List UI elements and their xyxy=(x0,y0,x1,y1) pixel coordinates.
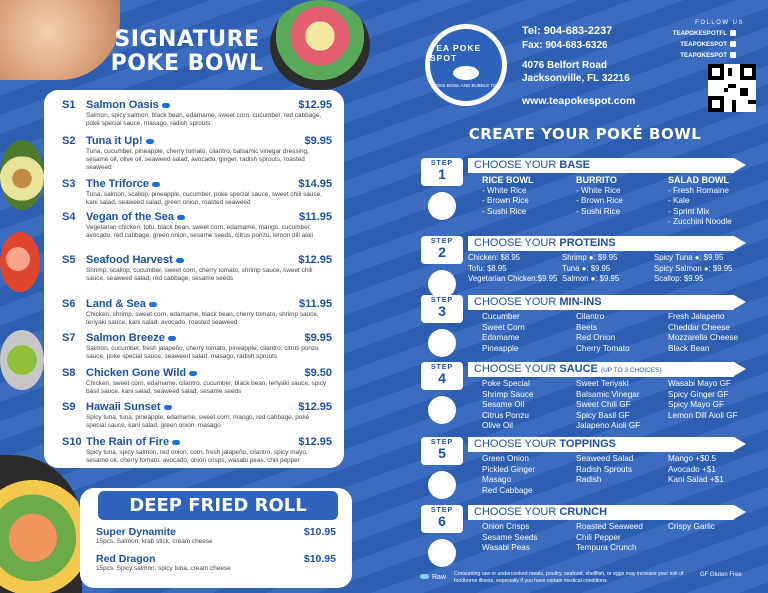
menu-item-price: $14.95 xyxy=(298,178,332,190)
option-item[interactable]: Jalapeno Aioli GF xyxy=(576,421,641,430)
menu-item xyxy=(62,254,332,283)
menu-item-description: Tuna, cucumber, pineapple, cherry tomato, cilantro, balsamic vinegar dressing, sesame oil, olive oil, seaweed salad, avocado, ginger, radish sprouts, roasted seaweed xyxy=(86,148,309,171)
option-item[interactable]: Red Onion xyxy=(576,333,616,342)
twitter-icon xyxy=(730,52,736,58)
option-item[interactable]: Citrus Ponzu xyxy=(482,410,529,420)
menu-item-code: S1 xyxy=(62,99,76,111)
tomato-image xyxy=(0,232,40,292)
menu-item-header xyxy=(62,178,332,191)
menu-item xyxy=(62,135,332,172)
step-badge xyxy=(421,295,463,323)
qr-code[interactable] xyxy=(708,64,756,112)
step-option-column xyxy=(668,379,738,421)
step-header-bar xyxy=(468,505,734,520)
option-item[interactable]: Spicy Mayo GF xyxy=(668,400,724,409)
step-option-column xyxy=(668,454,724,486)
raw-icon xyxy=(420,574,429,579)
option-item[interactable]: Kani Salad +$1 xyxy=(668,475,724,484)
option-item[interactable]: Crispy Garlic xyxy=(668,522,715,531)
rice-bowl-icon xyxy=(428,192,456,220)
step-number: 6 xyxy=(438,513,446,529)
option-item[interactable]: Wasabi Mayo GF xyxy=(668,379,731,388)
menu-item-description: Tuna, salmon, scallop, pineapple, cucumber, poke special sauce, sweet chili sauce, kani salad, seaweed salad, green onion, roasted seaweed xyxy=(86,191,322,206)
step-badge xyxy=(421,437,463,465)
step-number: 5 xyxy=(438,445,446,461)
option-item[interactable]: Chili Pepper xyxy=(576,532,621,542)
step-label: STEP xyxy=(430,364,454,371)
option-item[interactable]: - Fresh Romaine xyxy=(668,185,729,195)
step-option-column xyxy=(562,253,619,285)
facebook-handle: TEAPOKESPOTFL xyxy=(672,30,727,37)
raw-fish-icon xyxy=(164,405,172,410)
roll-header xyxy=(96,526,336,538)
avocado-image xyxy=(0,140,44,210)
step-badge xyxy=(421,236,463,264)
menu-item-description: Chicken, sweet corn, edamame, cilantro, cucumber, black bean, teriyaki sauce, spicy basil sauce, kani salad, seaweed salad, sesame seeds xyxy=(86,380,327,395)
fish-icon xyxy=(453,66,479,80)
social-twitter[interactable] xyxy=(660,52,736,59)
option-item[interactable]: - Brown Rice xyxy=(482,196,529,205)
option-item[interactable]: Shrimp ●: $9.95 xyxy=(562,253,618,262)
option-item[interactable]: Balsamic Vinegar xyxy=(576,389,640,399)
create-your-bowl-title: CREATE YOUR POKÉ BOWL xyxy=(468,125,702,143)
step-header-bar xyxy=(468,295,734,310)
menu-item-header xyxy=(62,211,332,224)
step-option-column xyxy=(468,253,557,285)
avocado-icon xyxy=(428,471,456,499)
step-header-prefix: CHOOSE YOUR xyxy=(474,237,557,249)
raw-fish-icon xyxy=(162,103,170,108)
fish-icon xyxy=(428,270,456,298)
step-option-column xyxy=(576,312,630,354)
menu-item-name xyxy=(86,332,304,344)
step-header-note: (UP TO 3 CHOICES) xyxy=(600,367,662,374)
raw-fish-icon xyxy=(189,371,197,376)
tea-poke-spot-logo xyxy=(425,24,507,106)
option-item[interactable]: - Brown Rice xyxy=(576,196,623,205)
raw-fish-icon xyxy=(177,215,185,220)
menu-item-name xyxy=(86,367,304,379)
menu-item xyxy=(62,298,332,327)
step-header-bar xyxy=(468,158,734,173)
phone-number: Tel: 904-683-2237 xyxy=(522,25,613,37)
menu-item-name xyxy=(86,254,298,266)
option-item[interactable]: Cheddar Cheese xyxy=(668,322,730,332)
raw-fish-icon xyxy=(149,302,157,307)
menu-item-code: S9 xyxy=(62,401,76,413)
menu-item-price: $9.95 xyxy=(304,135,332,147)
menu-item-code: S3 xyxy=(62,178,76,190)
option-item[interactable]: Tuna ●: $9.95 xyxy=(562,263,611,273)
step-label: STEP xyxy=(430,439,454,446)
roll-description: 15pcs. Spicy salmon, spicy tuna, cream cheese xyxy=(96,565,231,572)
menu-item-name xyxy=(86,401,298,413)
raw-label: Raw xyxy=(432,574,447,581)
menu-item-price: $9.50 xyxy=(304,367,332,379)
option-item[interactable]: Cherry Tomato xyxy=(576,343,630,353)
step-option-column xyxy=(482,312,525,354)
poke-bowl-top-image xyxy=(270,0,370,90)
menu-item-price: $11.95 xyxy=(298,298,332,310)
step-option-column xyxy=(576,379,640,432)
option-item[interactable]: Fresh Jalapeno xyxy=(668,312,725,321)
step-number: 4 xyxy=(438,370,446,386)
menu-item-code: S4 xyxy=(62,211,76,223)
menu-item-name-text: Salmon Breeze xyxy=(86,332,165,344)
menu-item-name-text: Chicken Gone Wild xyxy=(86,367,187,379)
option-item[interactable]: Masago xyxy=(482,475,512,484)
raw-fish-icon xyxy=(168,336,176,341)
option-item[interactable]: Pickled Ginger xyxy=(482,464,536,474)
step-header-bar xyxy=(468,437,734,452)
social-facebook[interactable] xyxy=(660,30,736,37)
menu-item-header xyxy=(62,436,332,449)
menu-item-name-text: The Rain of Fire xyxy=(86,436,170,448)
menu-item-code: S7 xyxy=(62,332,76,344)
raw-fish-icon xyxy=(152,182,160,187)
website-link[interactable]: www.teapokespot.com xyxy=(522,95,636,107)
title-line-1: SIGNATURE xyxy=(114,27,260,52)
step-header-prefix: CHOOSE YOUR xyxy=(474,363,557,375)
option-item[interactable]: Shrimp Sauce xyxy=(482,389,534,399)
option-item[interactable]: - White Rice xyxy=(482,185,527,195)
step-header-keyword: MIN-INS xyxy=(559,296,602,308)
menu-item-name-text: Tuna it Up! xyxy=(86,135,143,147)
option-item[interactable]: - Sprint Mix xyxy=(668,206,710,216)
address-line-2: Jacksonville, FL 32216 xyxy=(522,73,630,84)
option-item[interactable]: Lemon Dill Aioli GF xyxy=(668,410,738,420)
step-number: 3 xyxy=(438,303,446,319)
option-item[interactable]: - White Rice xyxy=(576,185,621,195)
menu-item-name-text: Salmon Oasis xyxy=(86,99,159,111)
option-item[interactable]: Seaweed Salad xyxy=(576,454,634,463)
step-badge xyxy=(421,362,463,390)
option-item[interactable]: Radish Sprouts xyxy=(576,464,632,474)
raw-fish-icon xyxy=(176,258,184,263)
logo-inner xyxy=(430,29,502,101)
menu-item-code: S5 xyxy=(62,254,76,266)
menu-item-header xyxy=(62,332,332,345)
address-line-1: 4076 Belfort Road xyxy=(522,60,608,71)
menu-item-header xyxy=(62,99,332,112)
option-item[interactable]: Spicy Tuna ●: $9.95 xyxy=(654,253,724,262)
step-label: STEP xyxy=(430,238,454,245)
option-item[interactable]: Spicy Salmon ●: $9.95 xyxy=(654,263,733,273)
option-item[interactable]: Mozzarella Cheese xyxy=(668,333,739,342)
option-item[interactable]: Olive Oil xyxy=(482,421,513,430)
option-item[interactable]: Sweet Corn xyxy=(482,322,525,332)
fax-number: Fax: 904-683-6326 xyxy=(522,40,608,51)
roll-header xyxy=(96,553,336,565)
step-badge xyxy=(421,505,463,533)
option-item[interactable]: Pineapple xyxy=(482,343,519,353)
option-item[interactable]: Sesame Seeds xyxy=(482,532,538,542)
menu-item xyxy=(62,436,332,465)
poke-bowl-bottom-image xyxy=(0,455,82,593)
option-item[interactable]: - Zucchini Noodle xyxy=(668,217,732,226)
option-column-header: SALAD BOWL xyxy=(668,175,729,185)
option-item[interactable]: Sweet Chili GF xyxy=(576,400,631,409)
step-option-column xyxy=(576,522,643,554)
menu-item-header xyxy=(62,401,332,414)
menu-item-price: $12.95 xyxy=(298,401,332,413)
menu-item-name-text: Land & Sea xyxy=(86,298,146,310)
menu-item-name-text: Hawaii Sunset xyxy=(86,401,161,413)
option-column-header: BURRITO xyxy=(576,175,617,185)
menu-item-name xyxy=(86,436,298,448)
option-item[interactable]: Sesame Oil xyxy=(482,400,525,409)
sauce-bottle-icon xyxy=(428,396,456,424)
consumption-warning: Consuming raw or undercooked meats, poultry, seafood, shellfish, or eggs may increase your risk of foodborne illness, especially if you have certain medical conditions. xyxy=(454,571,684,584)
menu-item-code: S8 xyxy=(62,367,76,379)
menu-item-price: $12.95 xyxy=(298,254,332,266)
logo-subtitle: POKE BOWL AND BUBBLE TEA xyxy=(432,82,500,88)
menu-item-name xyxy=(86,99,298,111)
menu-item-name-text: Seafood Harvest xyxy=(86,254,173,266)
cilantro-icon xyxy=(428,329,456,357)
option-item[interactable]: Roasted Seaweed xyxy=(576,522,643,531)
follow-us-label: FOLLOW US xyxy=(695,20,744,26)
menu-item xyxy=(62,332,332,361)
menu-item-description: Salmon, spicy salmon, black bean, edamame, sweet corn, cucumber, red cabbage, poké special sauce, masago, radish sprouts xyxy=(86,112,322,127)
step-badge xyxy=(421,158,463,186)
step-header-keyword: BASE xyxy=(559,159,590,171)
menu-item-header xyxy=(62,298,332,311)
step-option-column xyxy=(668,522,715,533)
option-item[interactable]: Cucumber xyxy=(482,312,520,321)
roll-price: $10.95 xyxy=(303,526,336,538)
step-header-keyword: PROTEINS xyxy=(559,237,616,249)
step-header-prefix: CHOOSE YOUR xyxy=(474,296,557,308)
signature-poke-bowl-title xyxy=(102,28,272,76)
raw-fish-icon xyxy=(172,440,180,445)
step-option-column xyxy=(482,175,534,217)
menu-item-name xyxy=(86,178,298,190)
step-option-column xyxy=(482,454,535,496)
twitter-handle: TEAPOKESPOT xyxy=(680,52,727,59)
menu-item-description: Spicy tuna, spicy salmon, red onion, corn, fresh jalapeño, cilantro, spicy mayo, sesame oil, cherry tomato, avocado, onion crisps, wasabi peas, chili pepper xyxy=(86,449,308,464)
step-option-column xyxy=(576,454,633,486)
menu-item-description: Spicy tuna, tuna, pineapple, edamame, sweet corn, mango, red cabbage, poké special sauce, kani salad, green onion, masago xyxy=(86,414,310,429)
edamame-image xyxy=(0,330,44,390)
menu-item-description: Chicken, shrimp, sweet corn, edamame, black bean, cherry tomato, shrimp sauce, teriyaki sauce, kani salad, avocado, roasted seaweed xyxy=(86,311,319,326)
menu-item-price: $12.95 xyxy=(298,99,332,111)
option-item[interactable]: Spicy Ginger GF xyxy=(668,389,729,399)
option-item[interactable]: Tempura Crunch xyxy=(576,543,637,552)
menu-item xyxy=(62,211,332,240)
roll-name: Red Dragon xyxy=(96,553,156,565)
option-item[interactable]: Red Cabbage xyxy=(482,485,533,495)
deep-fried-roll-title: DEEP FRIED ROLL xyxy=(98,491,338,520)
menu-item-header xyxy=(62,367,332,380)
option-item[interactable]: Salmon ●: $9.95 xyxy=(562,274,620,283)
step-header-prefix: CHOOSE YOUR xyxy=(474,506,557,518)
step-option-column xyxy=(668,312,738,354)
step-label: STEP xyxy=(430,160,454,167)
menu-item-code: S6 xyxy=(62,298,76,310)
step-option-column xyxy=(668,175,732,228)
option-item[interactable]: Mango +$0.5 xyxy=(668,454,717,463)
option-item[interactable]: - Sushi Rice xyxy=(576,206,621,216)
option-item[interactable]: Tofu: $8.95 xyxy=(468,263,507,273)
roll-name: Super Dynamite xyxy=(96,526,176,538)
step-header-keyword: SAUCE xyxy=(559,363,598,375)
menu-item-name xyxy=(86,135,304,147)
logo-text: TEA POKE SPOT xyxy=(430,42,482,63)
menu-item xyxy=(62,401,332,430)
roll-description: 15pcs. Salmon, krab stick, cream cheese xyxy=(96,538,213,545)
step-label: STEP xyxy=(430,297,454,304)
option-item[interactable]: Spicy Basil GF xyxy=(576,410,630,420)
step-option-column xyxy=(576,175,623,217)
menu-item-code: S2 xyxy=(62,135,76,147)
step-number: 2 xyxy=(438,244,446,260)
crunch-icon xyxy=(428,539,456,567)
step-header-keyword: TOPPINGS xyxy=(559,438,617,450)
raw-legend xyxy=(420,574,446,581)
option-item[interactable]: - Sushi Rice xyxy=(482,206,527,216)
menu-item-price: $9.95 xyxy=(304,332,332,344)
step-number: 1 xyxy=(438,166,446,182)
option-item[interactable]: Sweet Teriyaki xyxy=(576,379,629,388)
option-item[interactable]: Wasabi Peas xyxy=(482,543,530,552)
option-item[interactable]: Radish xyxy=(576,475,602,484)
menu-item-code: S10 xyxy=(62,436,82,448)
menu-item-description: Shrimp, scallop, cucumber, sweet corn, cherry tomato, shrimp sauce, sweet chili sauce, seaweed salad, red cabbage, sesame seeds xyxy=(86,267,313,282)
step-header-prefix: CHOOSE YOUR xyxy=(474,438,557,450)
menu-item-name xyxy=(86,211,299,223)
option-item[interactable]: Beets xyxy=(576,322,597,332)
raw-fish-icon xyxy=(146,139,154,144)
social-instagram[interactable] xyxy=(660,41,736,48)
menu-item-description: Salmon, cucumber, fresh jalapeño, cherry tomato, pineapple, cilantro, citrus ponzu sauce, poke special sauce, seaweed salad, masago, radish sprouts xyxy=(86,345,319,360)
menu-item-name-text: The Triforce xyxy=(86,178,149,190)
roll-item xyxy=(96,553,336,572)
menu-item xyxy=(62,178,332,207)
menu-item-price: $12.95 xyxy=(298,436,332,448)
option-item[interactable]: Scallop: $9.95 xyxy=(654,274,704,283)
menu-item xyxy=(62,367,332,396)
step-label: STEP xyxy=(430,507,454,514)
step-header-bar xyxy=(468,362,734,377)
step-header-prefix: CHOOSE YOUR xyxy=(474,159,557,171)
instagram-handle: TEAPOKESPOT xyxy=(680,41,727,48)
menu-item-name xyxy=(86,298,299,310)
menu-item-price: $11.95 xyxy=(298,211,332,223)
menu-item xyxy=(62,99,332,128)
option-column-header: RICE BOWL xyxy=(482,175,534,185)
option-item[interactable]: Poke Special xyxy=(482,379,530,388)
option-item[interactable]: Green Onion xyxy=(482,454,529,463)
facebook-icon xyxy=(730,30,736,36)
option-item[interactable]: Avocado +$1 xyxy=(668,464,716,474)
step-header-bar xyxy=(468,236,734,251)
menu-item-name-text: Vegan of the Sea xyxy=(86,211,175,223)
gluten-free-legend: GF Gluten Free xyxy=(700,572,742,578)
menu-item-header xyxy=(62,254,332,267)
menu-item-description: Vegetarian chicken, tofu, black bean, sweet corn, edamame, mango, cucumber, avocado, red cabbage, green onion, sesame seeds, citrus ponzu, lemon dill aioli xyxy=(86,224,314,239)
option-item[interactable]: Vegetarian Chicken:$9.95 xyxy=(468,274,558,283)
qr-code-pattern xyxy=(708,64,756,112)
title-line-2: POKE BOWL xyxy=(110,51,264,76)
step-header-keyword: CRUNCH xyxy=(559,506,608,518)
step-option-column xyxy=(482,379,533,432)
option-item[interactable]: Chicken: $8.95 xyxy=(468,253,521,262)
option-item[interactable]: - Kale xyxy=(668,196,690,205)
step-option-column xyxy=(482,522,538,554)
option-item[interactable]: Edamame xyxy=(482,333,520,342)
step-option-column xyxy=(654,253,732,285)
roll-item xyxy=(96,526,336,545)
option-item[interactable]: Onion Crisps xyxy=(482,522,530,531)
instagram-icon xyxy=(730,41,736,47)
option-item[interactable]: Cilantro xyxy=(576,312,605,321)
roll-price: $10.95 xyxy=(303,553,336,565)
menu-item-header xyxy=(62,135,332,148)
option-item[interactable]: Black Bean xyxy=(668,343,710,353)
